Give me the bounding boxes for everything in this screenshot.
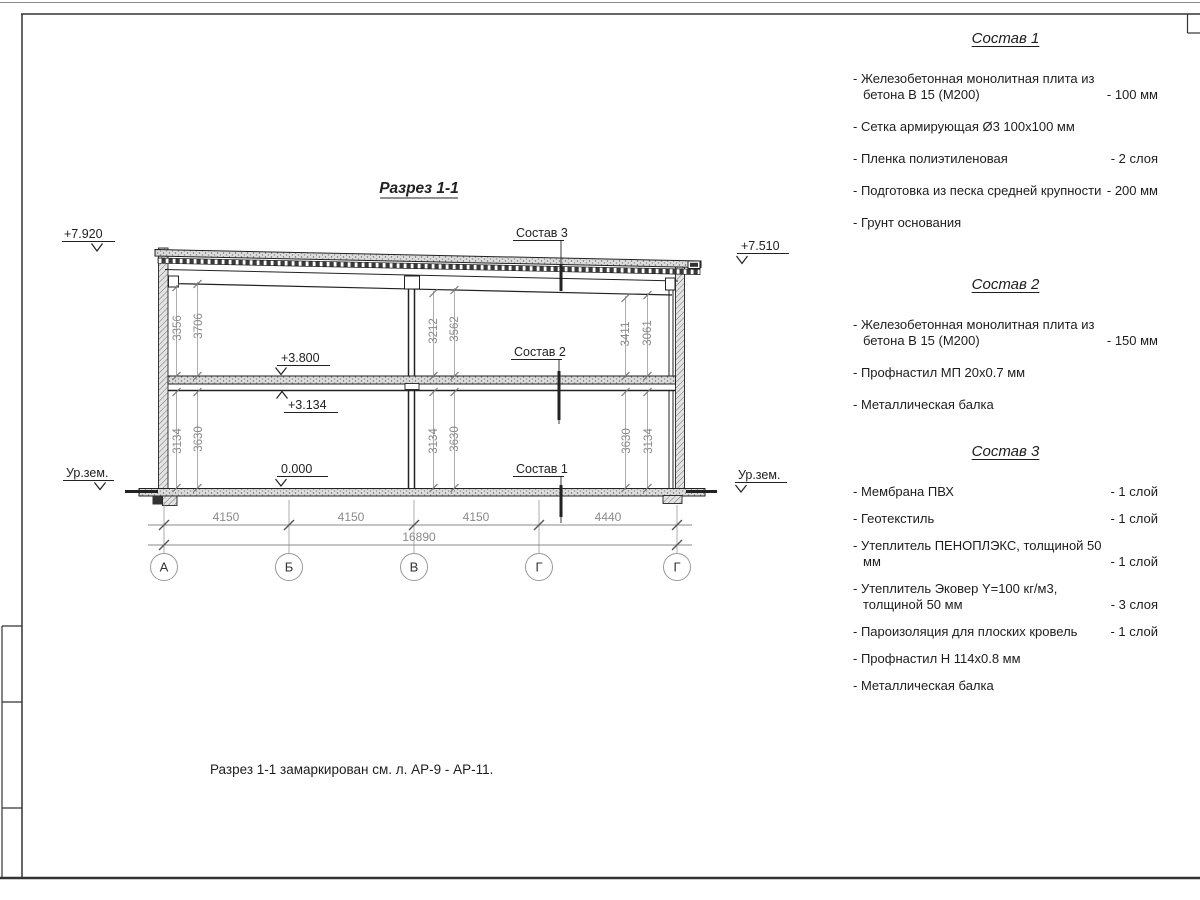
spec-item-name: - Мембрана ПВХ [853, 484, 954, 499]
spec-section-sostav-3 [853, 443, 1158, 705]
axis-label: Г [535, 559, 543, 575]
roof-beam-bottom-line [172, 284, 672, 296]
ground-level-text: Ур.зем. [738, 468, 781, 482]
spec-item-name: - Подготовка из песка средней крупности [853, 183, 1102, 198]
ground-level-right [735, 468, 787, 492]
spec-item-name: - Металлическая балка [853, 678, 994, 693]
spec-item [853, 183, 1158, 199]
vdim-text: 3134 [643, 428, 655, 454]
level-roof-left [62, 227, 115, 251]
vdim-text: 3212 [428, 318, 440, 344]
spec-title: Состав 3 [971, 443, 1040, 460]
level-arrow-icon [95, 483, 106, 490]
building-section [125, 248, 717, 506]
level-arrow-icon [736, 485, 747, 492]
level-roof-right [737, 239, 790, 264]
level-text: 0.000 [281, 462, 313, 476]
spec-title: Состав 1 [971, 30, 1040, 47]
spec-item [853, 317, 1158, 349]
right-wall-capital [666, 278, 676, 290]
ground-level-left [63, 466, 114, 490]
spec-item [853, 511, 1158, 527]
total-dim-text: 16890 [402, 530, 436, 544]
spec-item-name: - Пленка полиэтиленовая [853, 151, 1008, 166]
vdim-text: 3706 [193, 313, 205, 339]
right-inner-column [669, 290, 673, 488]
spec-item-value: - 150 мм [1106, 333, 1158, 348]
spec-item-name: - Металлическая балка [853, 397, 994, 412]
spec-item [853, 119, 1158, 135]
hdim-text: 4150 [337, 510, 365, 524]
roof-assembly [155, 250, 701, 296]
level-arrow-icon [92, 244, 103, 252]
level-zero [276, 462, 329, 486]
spec-item-name: - Утеплитель Эковер Y=100 кг/м3, толщиной 50 мм [853, 581, 1058, 612]
left-wall [159, 248, 169, 490]
level-floor [276, 351, 331, 375]
bottom-dimensions [148, 500, 692, 581]
hdim-text: 4150 [212, 510, 240, 524]
hdim-text: 4440 [594, 510, 622, 524]
floor-slab [168, 376, 676, 384]
spec-item-value: - 1 слой [1110, 624, 1158, 639]
axis-label: Г [673, 559, 681, 575]
spec-item [853, 397, 1158, 413]
vdim-text: 3411 [620, 321, 632, 347]
spec-item-name: - Утеплитель ПЕНОПЛЭКС, толщиной 50 мм [853, 538, 1102, 569]
spec-section-sostav-2 [853, 276, 1158, 429]
spec-item [853, 71, 1158, 103]
left-wall-capital [169, 276, 179, 287]
vdim-text: 3630 [449, 426, 461, 452]
spec-item-name: - Профнастил Н 114х0.8 мм [853, 651, 1021, 666]
level-arrow-icon [277, 392, 288, 399]
spec-item-value: - 200 мм [1106, 183, 1158, 198]
axis-bubbles [151, 554, 691, 581]
axis-label: А [159, 559, 169, 575]
level-text: +7.510 [741, 239, 780, 253]
spec-item [853, 215, 1158, 231]
spec-item [853, 651, 1158, 667]
spec-title: Состав 2 [971, 276, 1040, 293]
left-foundation-block [163, 496, 178, 506]
sheet-note: Разрез 1-1 замаркирован см. л. АР-9 - АР-11. [210, 762, 494, 777]
floor-column-capital [405, 384, 419, 390]
spec-item [853, 365, 1158, 381]
level-text: +3.800 [281, 351, 320, 365]
spec-item [853, 678, 1158, 694]
vdim-text: 3061 [642, 320, 654, 346]
callout-text: Состав 2 [514, 345, 566, 359]
spec-item [853, 484, 1158, 500]
center-column-capital [405, 276, 420, 289]
spec-item-name: - Железобетонная монолитная плита из бетона В 15 (М200) [853, 71, 1095, 102]
drawing-title [379, 180, 459, 198]
level-text: +7.920 [64, 227, 103, 241]
middle-floor [168, 376, 676, 391]
callout-text: Состав 1 [516, 462, 568, 476]
spec-item-value: - 1 слой [1110, 511, 1158, 526]
spec-item-name: - Грунт основания [853, 215, 962, 230]
level-text: +3.134 [288, 398, 327, 412]
vdim-text: 3562 [449, 316, 461, 342]
spec-item-value: - 1 слой [1110, 484, 1158, 499]
frame-corner-box [1188, 14, 1200, 33]
level-arrow-icon [737, 256, 748, 264]
axis-label: Б [284, 559, 294, 575]
ground-level-text: Ур.зем. [66, 466, 109, 480]
spec-item-value: - 2 слоя [1110, 151, 1158, 166]
right-foundation-block [663, 496, 682, 504]
spec-item [853, 581, 1158, 613]
spec-item-name: - Сетка армирующая Ø3 100х100 мм [853, 119, 1075, 134]
vdim-text: 3134 [172, 428, 184, 454]
left-foundation-pad [153, 496, 163, 505]
ground-slab-band [139, 489, 705, 497]
level-beam [277, 392, 339, 413]
spec-item [853, 538, 1158, 570]
hdim-text: 4150 [462, 510, 490, 524]
level-arrow-icon [276, 368, 287, 375]
level-arrow-icon [276, 479, 287, 486]
vdim-text: 3356 [172, 315, 184, 341]
spec-section-sostav-1 [853, 30, 1158, 247]
vdim-text: 3630 [621, 428, 633, 454]
vdim-text: 3630 [193, 426, 205, 452]
section-title-text: Разрез 1-1 [379, 180, 459, 197]
spec-item-name: - Пароизоляция для плоских кровель [853, 624, 1078, 639]
spec-item-name: - Профнастил МП 20х0.7 мм [853, 365, 1026, 380]
callout-text: Состав 3 [516, 226, 568, 240]
roof-overhang-cap-fill [690, 263, 698, 267]
spec-item [853, 624, 1158, 640]
right-wall [676, 266, 685, 490]
spec-item [853, 151, 1158, 167]
ground-slab [125, 489, 717, 506]
spec-item-value: - 3 слоя [1110, 597, 1158, 612]
spec-item-name: - Железобетонная монолитная плита из бетона В 15 (М200) [853, 317, 1095, 348]
spec-item-value: - 1 слой [1110, 554, 1158, 569]
frame-margin-boxes [2, 626, 22, 878]
vdim-text: 3134 [428, 428, 440, 454]
spec-item-value: - 100 мм [1106, 87, 1158, 102]
spec-item-name: - Геотекстиль [853, 511, 935, 526]
axis-label: В [409, 559, 419, 575]
